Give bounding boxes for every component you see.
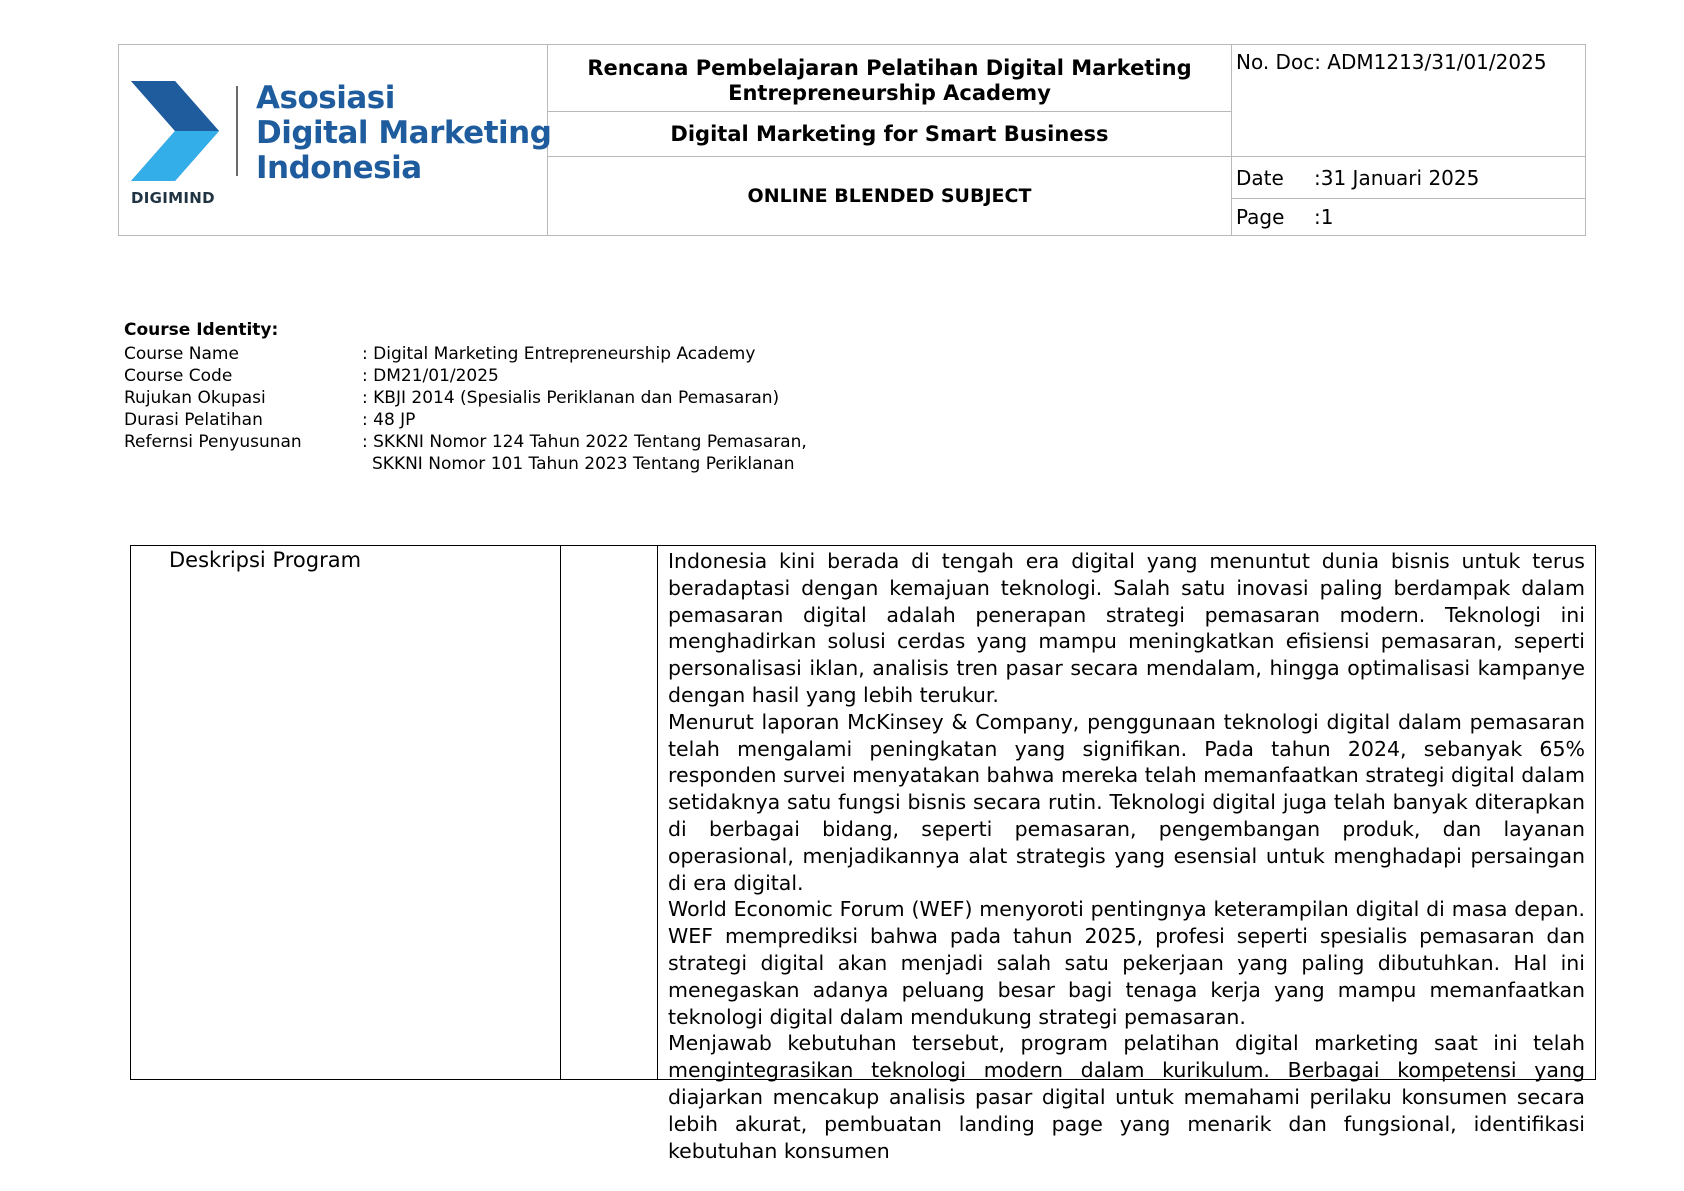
logo-line-1: Asosiasi	[256, 80, 395, 116]
date-cell	[1232, 157, 1586, 199]
identity-row	[124, 409, 807, 431]
course-identity-heading: Course Identity:	[124, 320, 279, 340]
date-label: Date	[1236, 165, 1284, 190]
logo-cell	[119, 45, 552, 236]
logo-brand-name: DIGIMIND	[131, 189, 215, 207]
organization-logo	[131, 80, 552, 211]
identity-value: : 48 JP	[362, 410, 416, 430]
logo-line-2: Digital Marketing	[256, 115, 552, 151]
doc-number-cell	[1232, 45, 1586, 157]
document-number: No. Doc: ADM1213/31/01/2025	[1236, 50, 1547, 74]
chevron-logo-icon	[131, 81, 221, 181]
description-paragraph: Menurut laporan McKinsey & Company, penggunaan teknologi digital dalam pemasaran telah mengalami peningkatan yang signifikan. Pada tahun 2024, sebanyak 65% responden survei menyatakan bahwa mereka telah memanfaatkan strategi digital dalam setidaknya satu fungsi bisnis secara rutin. Teknologi digital juga telah banyak diterapkan di berbagai bidang, seperti pemasaran, pengembangan produk, dan layanan operasional, menjadikannya alat strategis yang esensial untuk menghadapi persaingan di era digital.	[668, 709, 1585, 895]
identity-value: : DM21/01/2025	[362, 366, 499, 386]
description-label-cell	[131, 546, 561, 1080]
date-value: :31 Januari 2025	[1314, 165, 1480, 190]
identity-row	[124, 431, 807, 453]
description-paragraph: World Economic Forum (WEF) menyoroti pentingnya keterampilan digital di masa depan. WEF memprediksi bahwa pada tahun 2025, profesi seperti spesialis pemasaran dan strategi digital akan menjadi salah satu pekerjaan yang paling dibutuhkan. Hal ini menegaskan adanya peluang besar bagi tenaga kerja yang mampu memanfaatkan teknologi digital dalam mendukung strategi pemasaran.	[668, 897, 1585, 1029]
identity-value: : SKKNI Nomor 124 Tahun 2022 Tentang Pemasaran,	[362, 432, 807, 452]
identity-row	[124, 387, 807, 409]
mode-cell	[548, 157, 1232, 236]
identity-label: Course Name	[124, 344, 239, 364]
identity-label: Course Code	[124, 366, 233, 386]
document-subtitle: Digital Marketing for Smart Business	[670, 122, 1109, 146]
page-label: Page	[1236, 205, 1285, 229]
title-cell	[548, 45, 1232, 112]
empty-cell	[561, 546, 658, 1080]
logo-divider	[236, 86, 238, 176]
program-description-table	[130, 545, 1596, 1163]
identity-label: Rujukan Okupasi	[124, 388, 266, 408]
identity-value-continuation: SKKNI Nomor 101 Tahun 2023 Tentang Periklanan	[372, 454, 795, 474]
logo-wordmark	[256, 81, 551, 186]
page-value: :1	[1314, 205, 1334, 229]
identity-row	[124, 343, 807, 365]
identity-value: : Digital Marketing Entrepreneurship Academy	[362, 344, 756, 364]
description-label: Deskripsi Program	[169, 548, 362, 572]
page-cell	[1232, 199, 1586, 236]
description-text-cell	[658, 546, 1596, 1163]
identity-row	[124, 365, 807, 387]
identity-row-continuation	[124, 453, 807, 475]
description-paragraph: Indonesia kini berada di tengah era digital yang menuntut dunia bisnis untuk terus beradaptasi dengan kemajuan teknologi. Salah satu inovasi paling berdampak dalam pemasaran digital adalah penerapan strategi pemasaran modern. Teknologi ini menghadirkan solusi cerdas yang mampu meningkatkan efisiensi pemasaran, seperti personalisasi iklan, analisis tren pasar secara mendalam, hingga optimalisasi kampanye dengan hasil yang lebih terukur.	[668, 549, 1585, 707]
subtitle-cell	[548, 112, 1232, 157]
identity-label: Durasi Pelatihan	[124, 410, 263, 430]
course-identity	[124, 319, 807, 475]
delivery-mode: ONLINE BLENDED SUBJECT	[747, 185, 1032, 207]
description-paragraph: Menjawab kebutuhan tersebut, program pelatihan digital marketing saat ini telah mengintegrasikan teknologi modern dalam kurikulum. Berbagai kompetensi yang diajarkan mencakup analisis pasar digital untuk memahami perilaku konsumen secara lebih akurat, pembuatan landing page yang menarik dan fungsional, identifikasi kebutuhan konsumen	[668, 1031, 1585, 1163]
identity-value: : KBJI 2014 (Spesialis Periklanan dan Pemasaran)	[362, 388, 780, 408]
document-title: Rencana Pembelajaran Pelatihan Digital Marketing Entrepreneurship Academy	[587, 56, 1192, 105]
identity-label: Refernsi Penyusunan	[124, 432, 302, 452]
document-header	[118, 44, 1586, 236]
logo-line-3: Indonesia	[256, 150, 422, 186]
